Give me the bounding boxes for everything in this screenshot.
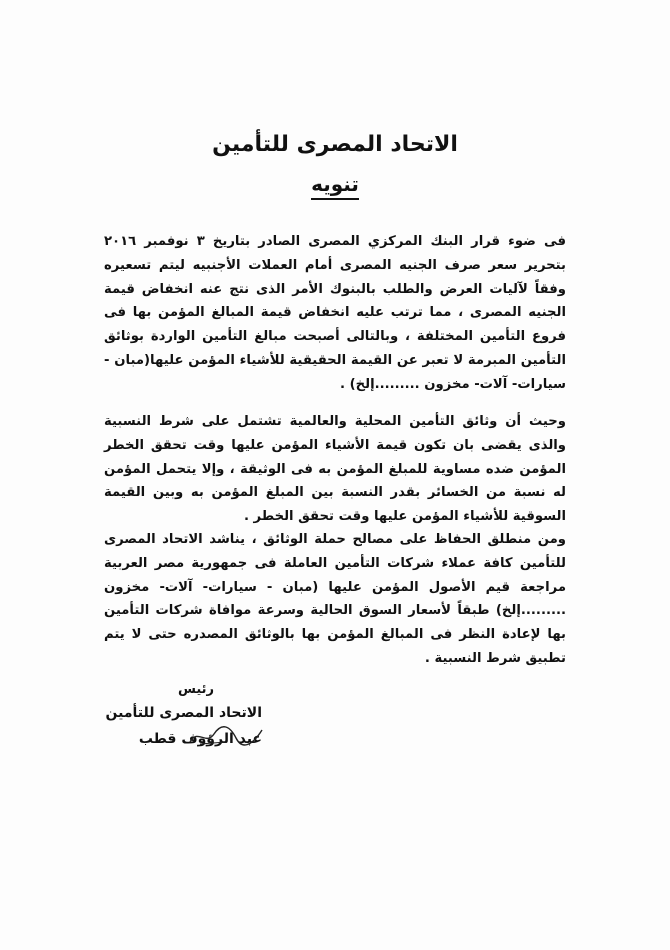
document-title: الاتحاد المصرى للتأمين: [212, 132, 458, 157]
signatory-organization: الاتحاد المصرى للتأمين: [105, 705, 262, 721]
signatory-role: رئيس: [177, 682, 214, 697]
paragraph-2-text: وحيث أن وثائق التأمين المحلية والعالمية تشتمل على شرط النسبية والذى يقضى بان تكون قيمة الأشياء المؤمن عليها وقت تحقق الخطر المؤمن ضده مساوية للمبلغ المؤمن به فى الوثيقة ، وإلا يتحمل المؤمن له نسبة من الخسائر بقدر النسبة بين المبلغ المؤمن به وبين القيمة السوقية للأشياء المؤمن عليها وقت تحقق الخطر .: [104, 414, 566, 525]
paragraph-1: [104, 230, 566, 397]
handwritten-signature: [186, 720, 266, 750]
paragraph-2: [104, 410, 566, 529]
paragraph-3: [104, 528, 566, 671]
subtitle-text: تنويه: [311, 172, 359, 200]
paragraph-1-text: فى ضوء قرار البنك المركزي المصرى الصادر بتاريخ ٣ نوفمبر ٢٠١٦ بتحرير سعر صرف الجنيه المصرى أمام العملات الأجنبيه ليتم تسعيره وفقاً لآليات العرض والطلب بالبنوك الأمر الذى نتج عنه انخفاض قيمة الجنيه المصرى ، مما ترتب عليه انخفاض قيمة المبالغ المؤمن بها فى فروع التأمين المختلفة ، وبالتالى أصبحت مبالغ التأمين الواردة بوثائق التأمين المبرمة لا تعبر عن القيمة الحقيقية للأشياء المؤمن عليها(مبان - سيارات- آلات- مخزون .........إلخ) .: [104, 234, 566, 392]
signatory-name: عبد الرؤوف قطب: [138, 731, 262, 747]
paragraph-3-text: ومن منطلق الحفاظ على مصالح حملة الوثائق ، يناشد الاتحاد المصرى للتأمين كافة عملاء شركات التأمين العاملة فى جمهورية مصر العربية مراجعة قيم الأصول المؤمن عليها (مبان - سيارات- آلات- مخزون .........إلخ) طبقاً لأسعار السوق الحالية وسرعة موافاة شركات التأمين بها لإعادة النظر فى المبالغ المؤمن بها بالوثائق المصدره حتى لا يتم تطبيق شرط النسبية .: [104, 532, 566, 666]
document-subtitle: [0, 172, 670, 196]
